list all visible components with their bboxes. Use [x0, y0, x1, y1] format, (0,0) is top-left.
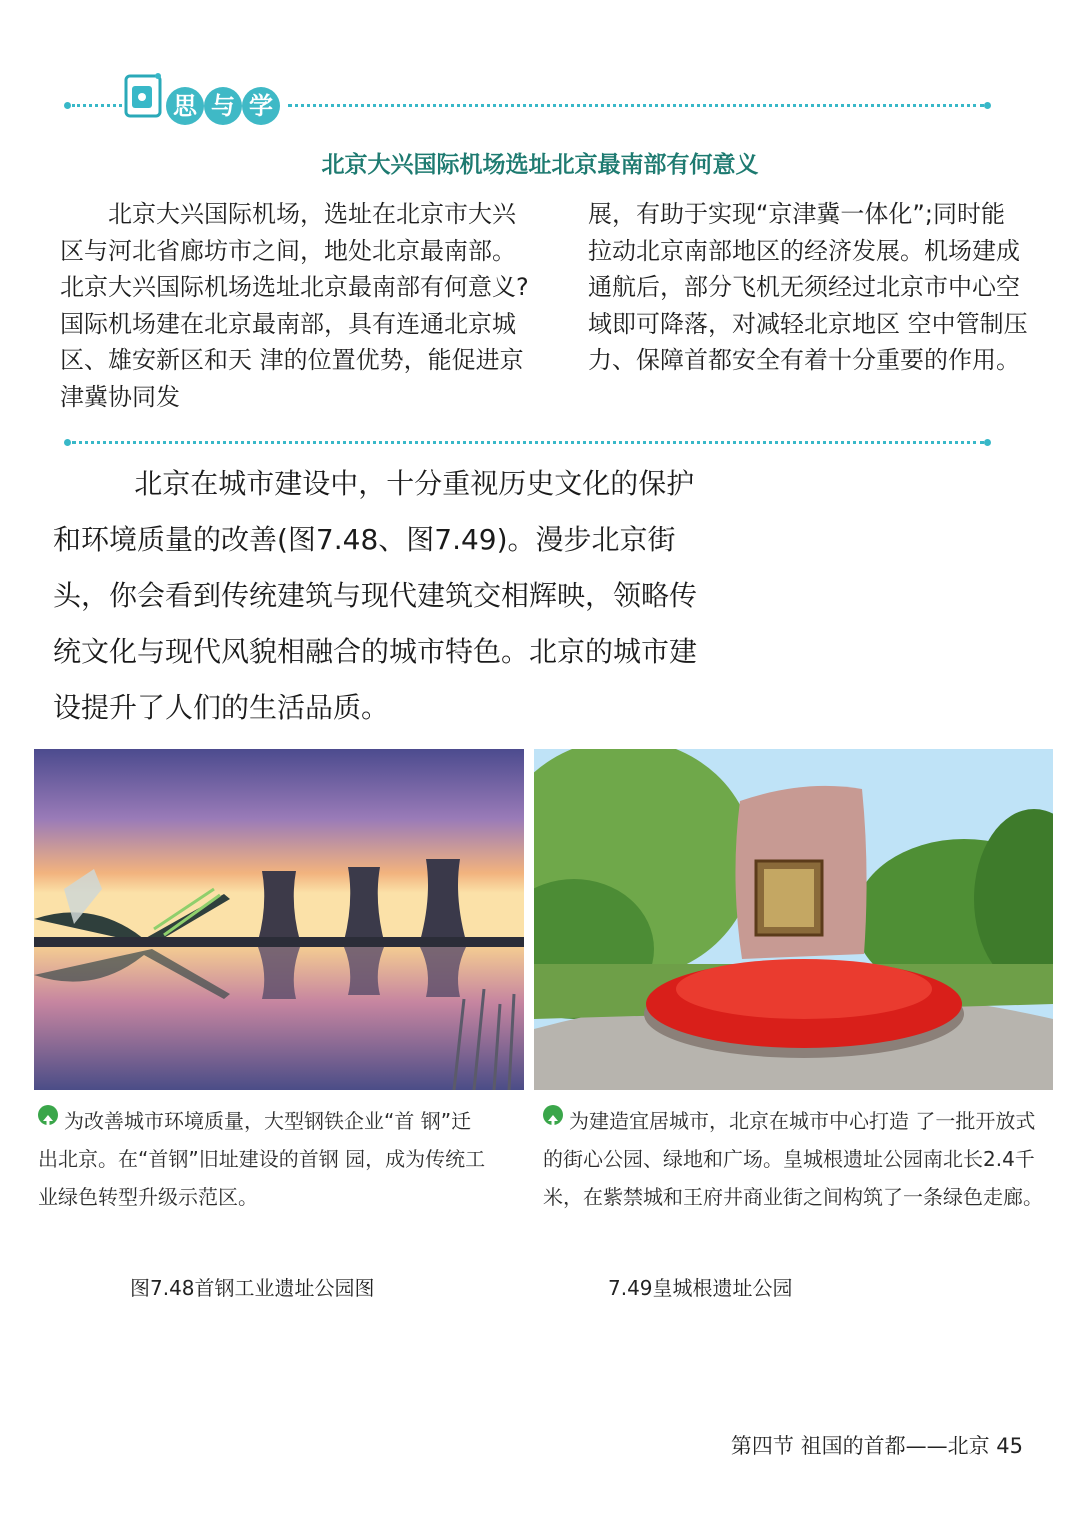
- dot-line-left: [72, 104, 122, 107]
- caption-fig-7-49: [533, 1102, 1043, 1216]
- main-paragraph-text: 北京在城市建设中，十分重视历史文化的保护和环境质量的改善(图7.48、图7.49)。漫步北京街头，你会看到传统建筑与现代建筑交相辉映，领略传统文化与现代风貌相融合的城市特色。北京的城市建设提升了人们的生活品质。: [53, 467, 698, 724]
- dot-line-end-left: [64, 102, 71, 109]
- dot-line-right: [288, 104, 984, 107]
- box-title: 北京大兴国际机场选址北京最南部有何意义: [321, 152, 759, 178]
- main-paragraph: [53, 456, 703, 736]
- badge-si: 思: [166, 87, 204, 125]
- arrow-up-icon: [38, 1105, 58, 1125]
- page-number: 45: [996, 1434, 1023, 1458]
- arrow-up-icon: [543, 1105, 563, 1125]
- box-text-right: [588, 196, 1028, 379]
- figure-label-7-49: 7.49皇城根遗址公园: [608, 1276, 793, 1300]
- badge-yu: 与: [204, 87, 242, 125]
- box-text-left: [60, 196, 530, 416]
- divider-end-right: [984, 439, 991, 446]
- divider-end-left: [64, 439, 71, 446]
- footer-chapter: 第四节 祖国的首都——北京: [730, 1434, 990, 1458]
- divider: [72, 441, 984, 444]
- box-text-right-para: 展，有助于实现“京津冀一体化”;同时能拉动北京南部地区的经济发展。机场建成通航后，部分飞机无须经过北京市中心空域即可降落，对减轻北京地区 空中管制压力、保障首都安全有着十分重要的作用。: [588, 200, 1028, 375]
- caption-fig-7-48: [38, 1102, 488, 1216]
- caption-text-fig-7-48: 为改善城市环境质量，大型钢铁企业“首 钢”迁出北京。在“首钢”旧址建设的首钢 园，成为传统工业绿色转型升级示范区。: [38, 1109, 486, 1209]
- badge-xue: 学: [242, 87, 280, 125]
- photo-shougang-park: [34, 749, 524, 1090]
- caption-text-fig-7-49: 为建造宜居城市，北京在城市中心打造 了一批开放式的街心公园、绿地和广场。皇城根遗址公园南北长2.4千米，在紫禁城和王府井商业街之间构筑了一条绿色走廊。: [543, 1109, 1043, 1209]
- page-footer: [731, 1430, 1023, 1460]
- dot-line-end-right: [984, 102, 991, 109]
- photo-huangchenggen-park: [534, 749, 1053, 1090]
- book-icon: [124, 70, 164, 118]
- figure-label-7-48: 图7.48首钢工业遗址公园图: [130, 1276, 375, 1300]
- box-text-left-para: 北京大兴国际机场，选址在北京市大兴区与河北省廊坊市之间，地处北京最南部。北京大兴国际机场选址北京最南部有何意义?国际机场建在北京最南部，具有连通北京城区、雄安新区和天 津的位置优势，能促进京津冀协同发: [60, 200, 529, 411]
